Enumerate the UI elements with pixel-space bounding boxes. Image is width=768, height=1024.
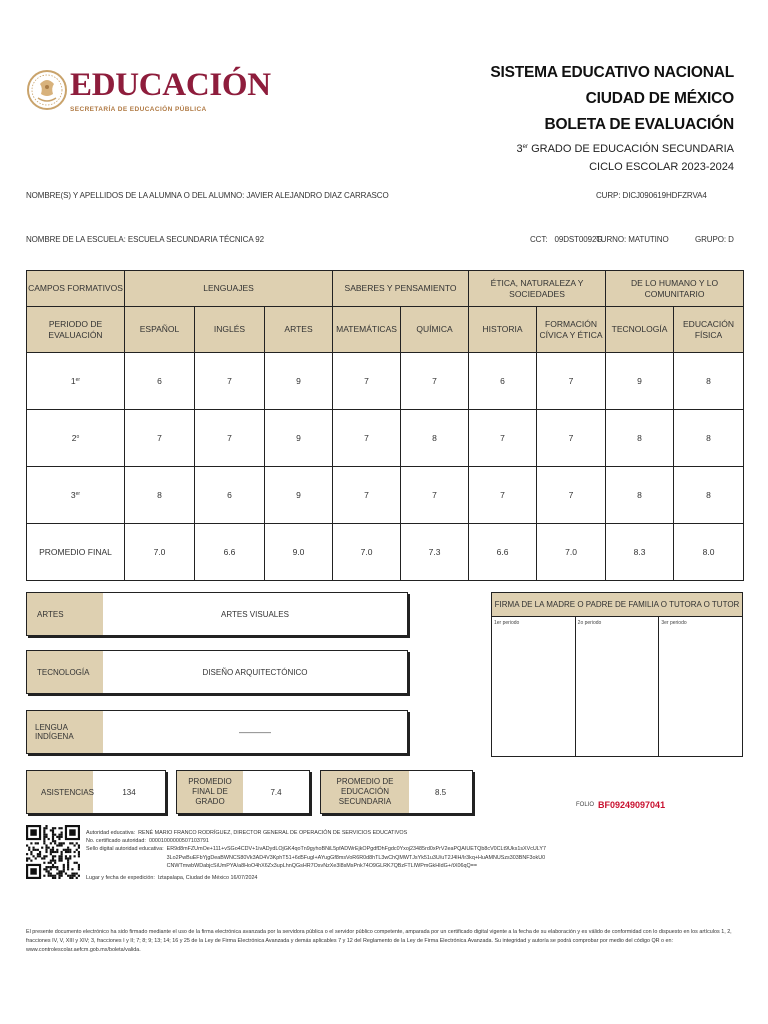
school-cycle: CICLO ESCOLAR 2023-2024 — [589, 161, 734, 173]
subject-header: FORMACIÓN CÍVICA Y ÉTICA — [537, 307, 606, 353]
average-cell: 7.0 — [125, 524, 195, 581]
student-name-label: NOMBRE(S) Y APELLIDOS DE LA ALUMNA O DEL ALUMNO: — [26, 191, 245, 200]
grade-cell: 7 — [469, 410, 537, 467]
promedio-grado-value: 7.4 — [270, 787, 282, 797]
grade-cell: 8 — [606, 410, 674, 467]
grade-cell: 8 — [674, 467, 744, 524]
subject-header: QUÍMICA — [401, 307, 469, 353]
grupo-line — [695, 235, 734, 244]
promedio-secundaria-value: 8.5 — [434, 787, 447, 797]
campo-saberes: SABERES Y PENSAMIENTO — [333, 271, 469, 307]
lengua-value: ———— — [239, 727, 271, 737]
student-name: JAVIER ALEJANDRO DIAZ CARRASCO — [246, 191, 389, 200]
cert-value: 00001000000507103791 — [148, 838, 209, 845]
folio — [576, 800, 665, 810]
curp-line — [596, 191, 707, 200]
logo-wordmark: EDUCACIÓN — [70, 67, 271, 103]
average-cell: 7.0 — [333, 524, 401, 581]
grade-cell: 9 — [606, 353, 674, 410]
folio-number: BF09249097041 — [598, 800, 666, 810]
grade-cell: 7 — [537, 410, 606, 467]
grade-cell: 7 — [125, 410, 195, 467]
periodo-label: PERIODO DE EVALUACIÓN — [27, 307, 125, 353]
legal-text: El presente documento electrónico ha sido firmado mediante el uso de la firma electrónica avanzada por la servidora pública o el servidor público competente, amparada por un certificado digital vigente a la fecha de su elaboración y es válido de conformidad con lo dispuesto en los artículos 1, 2, fracciones IV, V, XIII y XIV; 3, fracciones I y II; 7; 8; 9; 13; 14; 16 y 25 de la Ley de Firma Electrónica Avanzada y demás aplicables 7 y 12 del Reglamento de la Ley de Firma Electrónica Avanzada. Su integridad y autoría se podrá comprobar por medio del código QR o en: www.controlescolar.aefcm.gob.mx/boleta/valida. — [26, 929, 732, 953]
grade-cell: 9 — [265, 467, 333, 524]
school-name: ESCUELA SECUNDARIA TÉCNICA 92 — [127, 235, 264, 244]
table-row — [27, 467, 744, 524]
grade-cell: 6 — [469, 353, 537, 410]
subject-header: ESPAÑOL — [125, 307, 195, 353]
campo-etica: ÉTICA, NATURALEZA Y SOCIEDADES — [469, 271, 606, 307]
artes-box — [26, 592, 408, 636]
title-ciudad: CIUDAD DE MÉXICO — [585, 90, 734, 107]
subject-header: INGLÉS — [195, 307, 265, 353]
subject-header: EDUCACIÓN FÍSICA — [674, 307, 744, 353]
subject-header: ARTES — [265, 307, 333, 353]
grade-line: 3er GRADO DE EDUCACIÓN SECUNDARIA — [516, 143, 734, 155]
promedio-secundaria-box — [320, 770, 473, 814]
promedio-grado-box — [176, 770, 310, 814]
artes-value: ARTES VISUALES — [221, 609, 289, 619]
asistencias-label: ASISTENCIAS — [27, 771, 93, 813]
grade-cell: 6 — [125, 353, 195, 410]
average-cell: 7.3 — [401, 524, 469, 581]
grade-cell: 7 — [195, 410, 265, 467]
subject-header: MATEMÁTICAS — [333, 307, 401, 353]
title-boleta: BOLETA DE EVALUACIÓN — [544, 116, 734, 133]
cct-line — [530, 235, 602, 244]
grade-cell: 7 — [537, 353, 606, 410]
average-cell: 8.0 — [674, 524, 744, 581]
campos-label: CAMPOS FORMATIVOS — [27, 271, 125, 307]
period-label: 3er — [27, 467, 125, 524]
grade-cell: 9 — [265, 410, 333, 467]
grade-cell: 7 — [195, 353, 265, 410]
school-name-label: NOMBRE DE LA ESCUELA: — [26, 235, 126, 244]
sello-label: Sello digital autoridad educativa: — [86, 846, 164, 853]
table-row — [27, 353, 744, 410]
turno-label: TURNO: — [596, 235, 627, 244]
grade-cell: 8 — [401, 410, 469, 467]
grade-cell: 7 — [333, 353, 401, 410]
national-seal-icon — [26, 54, 68, 126]
tecnologia-box — [26, 650, 408, 694]
grade-cell: 6 — [195, 467, 265, 524]
lengua-box — [26, 710, 408, 754]
grade-cell: 7 — [333, 410, 401, 467]
grade-cell: 8 — [674, 353, 744, 410]
grade-cell: 7 — [537, 467, 606, 524]
title-sistema: SISTEMA EDUCATIVO NACIONAL — [490, 64, 734, 81]
sep-logo — [26, 54, 271, 126]
grupo-value: D — [728, 235, 734, 244]
signature-period-1: 1er periodo — [492, 617, 576, 757]
certificate-info — [86, 829, 746, 882]
period-label: 1er — [27, 353, 125, 410]
grade-cell: 7 — [469, 467, 537, 524]
signature-title: FIRMA DE LA MADRE O PADRE DE FAMILIA O TUTORA O TUTOR — [492, 593, 742, 617]
average-cell: 6.6 — [195, 524, 265, 581]
promedio-grado-label: PROMEDIO FINAL DE GRADO — [177, 771, 243, 813]
curp-value: DICJ090619HDFZRVA4 — [622, 191, 707, 200]
average-cell: 9.0 — [265, 524, 333, 581]
grade-cell: 8 — [674, 410, 744, 467]
qr-code-icon[interactable] — [26, 825, 80, 879]
signature-period-3: 3er periodo — [661, 620, 687, 626]
logo-subtitle: SECRETARÍA DE EDUCACIÓN PÚBLICA — [70, 106, 207, 113]
grade-cell: 8 — [606, 467, 674, 524]
cert-label: No. certificado autoridad: — [86, 838, 146, 845]
grades-table — [26, 270, 744, 581]
promedio-secundaria-label: PROMEDIO DE EDUCACIÓN SECUNDARIA — [321, 771, 409, 813]
curp-label: CURP: — [596, 191, 621, 200]
cct-value: 09DST0092G — [554, 235, 603, 244]
autoridad-label: Autoridad educativa: — [86, 830, 136, 836]
turno-value: MATUTINO — [628, 235, 669, 244]
tecnologia-label: TECNOLOGÍA — [27, 651, 103, 693]
turno-line — [596, 235, 669, 244]
asistencias-box — [26, 770, 166, 814]
student-name-line — [26, 191, 389, 200]
folio-label: FOLIO — [576, 802, 595, 808]
signature-box — [491, 592, 743, 757]
campos-header-row — [27, 271, 744, 307]
campo-lenguajes: LENGUAJES — [125, 271, 333, 307]
average-cell: 8.3 — [606, 524, 674, 581]
subject-header: HISTORIA — [469, 307, 537, 353]
grade-cell: 8 — [125, 467, 195, 524]
autoridad-value: RENÉ MARIO FRANCO RODRÍGUEZ, DIRECTOR GENERAL DE OPERACIÓN DE SERVICIOS EDUCATIVOS — [138, 830, 408, 836]
grade-cell: 7 — [333, 467, 401, 524]
grade-cell: 7 — [401, 467, 469, 524]
tecnologia-value: DISEÑO ARQUITECTÓNICO — [202, 667, 308, 677]
table-row — [27, 410, 744, 467]
lugar-value: Iztapalapa, Ciudad de México 16/07/2024 — [157, 875, 258, 882]
period-label: 2$^o$ — [27, 410, 125, 467]
signature-period-2: 2o periodo — [576, 617, 660, 757]
grupo-label: GRUPO: — [695, 235, 726, 244]
grade-cell: 7 — [401, 353, 469, 410]
grade-cell: 9 — [265, 353, 333, 410]
average-cell: 7.0 — [537, 524, 606, 581]
asistencias-value: 134 — [122, 787, 136, 797]
sello-value: ER9d8mFZUmOe+111+vSGo4CDV+1ivADydLOjGK4qoTn9gyhoBNiL5pfADWrEjkOPgdfDhFgdc0Yxoj23485rd0xPrV2eaPQAIUETQb8cV0CLt9Uks1sXVcULY73Lo2PwBuEFbYjgDeaBWNCS80Vk3AD4V3KphT51+6d5FugI+AYugGf8msVoR6R0d8hTL3wChQMWTJsYk51u3U/uT2J4lH/Ir3kq+HuAMNUSzs303BNF3okU0CNWTmwbWDabjcSiUmPYA/a8HoO4hX6Zx3upLhnQGsHR7OsvNzXe3l8sMsPnk74O9GLRK7QBzFTLIWPmGkHIdG+/tX06qQ== — [166, 846, 546, 869]
lugar-label: Lugar y fecha de expedición: — [86, 875, 155, 882]
subject-header: TECNOLOGÍA — [606, 307, 674, 353]
campo-humano: DE LO HUMANO Y LO COMUNITARIO — [606, 271, 744, 307]
document-titles — [490, 60, 734, 176]
average-cell: 6.6 — [469, 524, 537, 581]
promedio-final-label: PROMEDIO FINAL — [27, 524, 125, 581]
subjects-header-row — [27, 307, 744, 353]
promedio-row — [27, 524, 744, 581]
school-name-line — [26, 235, 264, 244]
cct-label: CCT: — [530, 235, 548, 244]
lengua-label: LENGUA INDÍGENA — [27, 711, 103, 753]
artes-label: ARTES — [27, 593, 103, 635]
